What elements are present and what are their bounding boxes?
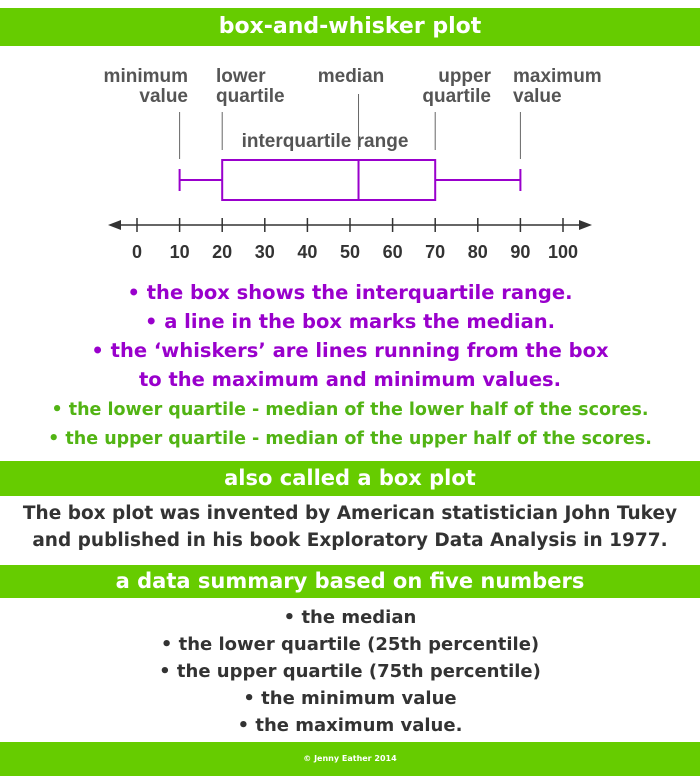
- iqr-box: [222, 160, 435, 200]
- label-median: median: [317, 66, 385, 87]
- label-upper-quartile-line1: upper: [438, 66, 491, 87]
- tick-label: 40: [297, 242, 318, 262]
- tick-label: 90: [510, 242, 531, 262]
- tick-label: 80: [467, 242, 488, 262]
- tick-label: 10: [169, 242, 190, 262]
- left-arrow-icon: [108, 220, 121, 230]
- purple-bullet-list: [0, 278, 700, 394]
- purple-bullet: • the ‘whiskers’ are lines running from the box: [91, 339, 609, 362]
- summary-item: • the median: [283, 607, 417, 628]
- purple-bullet: to the maximum and minimum values.: [138, 368, 562, 391]
- label-iqr: interquartile range: [241, 131, 409, 152]
- section2-heading: also called a box plot: [224, 466, 476, 490]
- green-bullet-list: [0, 396, 700, 454]
- history-line: The box plot was invented by American statistician John Tukey: [22, 503, 678, 524]
- label-lower-quartile-line2: quartile: [216, 86, 285, 107]
- box-plot-banner: [0, 461, 700, 496]
- summary-item: • the upper quartile (75th percentile): [159, 661, 541, 682]
- history-line: and published in his book Exploratory Data Analysis in 1977.: [32, 530, 668, 551]
- label-minimum-line1: minimum: [103, 66, 188, 87]
- label-lower-quartile-line1: lower: [216, 66, 266, 87]
- label-maximum-line2: value: [513, 86, 562, 107]
- label-minimum-line2: value: [139, 86, 188, 107]
- tick-label: 50: [339, 242, 361, 262]
- tick-label: 60: [382, 242, 403, 262]
- title-text: box-and-whisker plot: [218, 14, 482, 39]
- title-banner: [0, 8, 700, 46]
- label-upper-quartile-line2: quartile: [422, 86, 491, 107]
- tick-label: 100: [547, 242, 579, 262]
- history-text: [0, 500, 700, 554]
- copyright-text: © Jenny Eather 2014: [303, 754, 397, 763]
- summary-item: • the maximum value.: [237, 715, 463, 736]
- summary-banner: [0, 565, 700, 598]
- green-bullet: • the lower quartile - median of the lower half of the scores.: [51, 400, 649, 420]
- tick-label: 0: [131, 242, 143, 262]
- section3-heading: a data summary based on five numbers: [115, 569, 585, 593]
- purple-bullet: • a line in the box marks the median.: [144, 310, 556, 333]
- right-arrow-icon: [579, 220, 592, 230]
- green-bullet: • the upper quartile - median of the upper half of the scores.: [48, 429, 652, 449]
- five-number-list: [0, 604, 700, 739]
- tick-label: 20: [212, 242, 233, 262]
- purple-bullet: • the box shows the interquartile range.: [127, 281, 573, 304]
- summary-item: • the minimum value: [243, 688, 457, 709]
- tick-label: 30: [254, 242, 275, 262]
- tick-label: 70: [425, 242, 446, 262]
- box-plot-diagram: [0, 46, 700, 272]
- footer-banner: [0, 742, 700, 776]
- summary-item: • the lower quartile (25th percentile): [160, 634, 540, 655]
- label-maximum-line1: maximum: [513, 66, 602, 87]
